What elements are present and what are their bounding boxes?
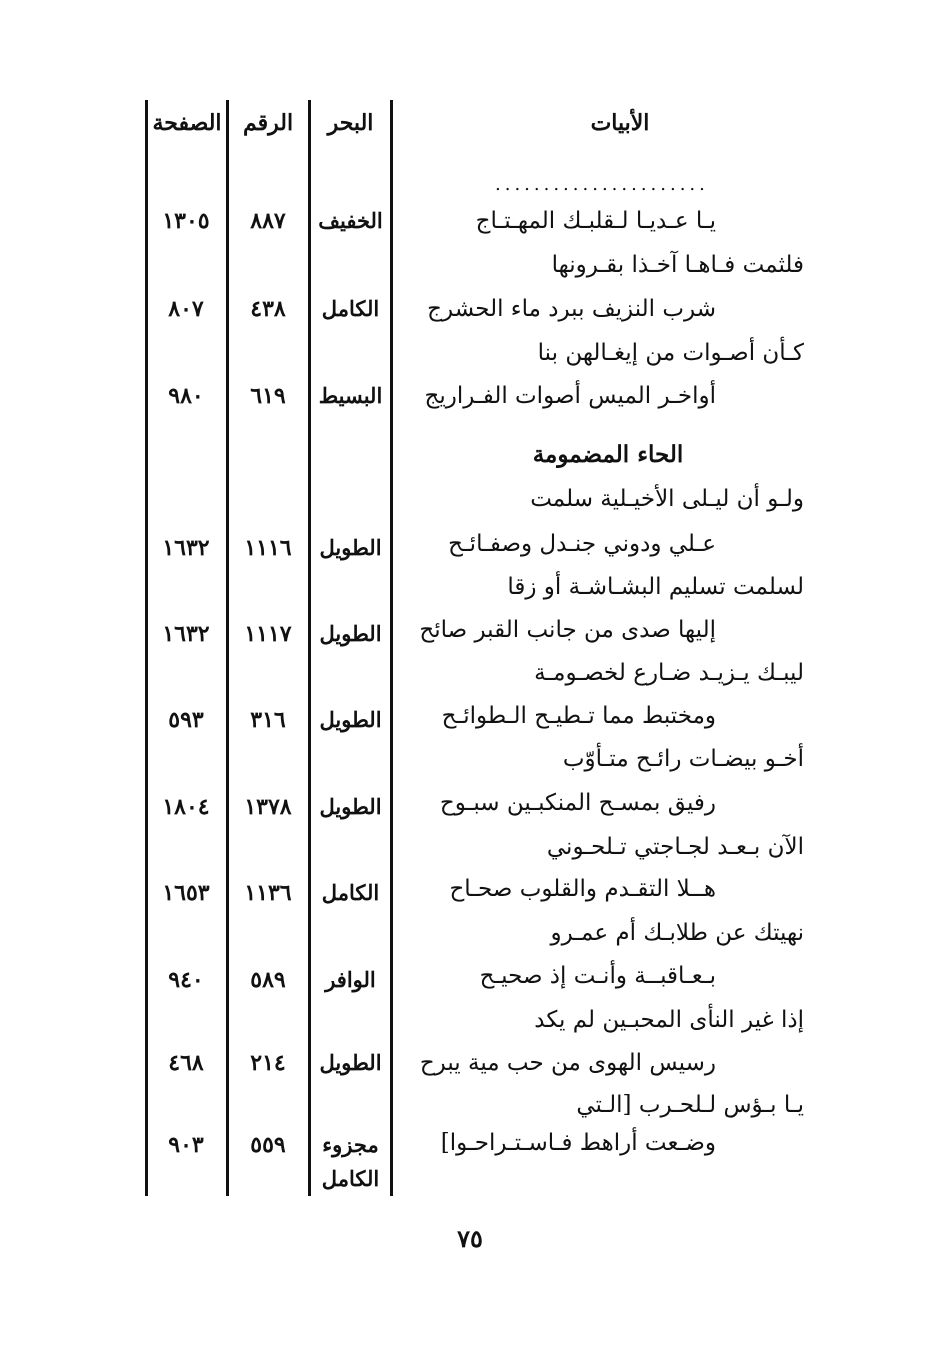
column-divider	[390, 100, 393, 1196]
header-verses: الأبيات	[590, 110, 650, 136]
page-cell: ١٦٣٢	[162, 535, 210, 561]
verse-line: كـأن أصـوات من إيغـالهن بنا	[537, 340, 804, 366]
leader-dots: ......................	[495, 174, 709, 195]
verse-line: الآن بـعـد لجـاجتي تـلحـوني	[546, 834, 804, 860]
number-cell: ١١١٦	[244, 535, 292, 561]
verse-line: بـعـاقبــة وأنـت إذ صحيـح	[479, 963, 716, 989]
header-number: الرقم	[242, 110, 294, 136]
number-cell: ١١١٧	[244, 621, 292, 647]
section-title: الحاء المضمومة	[532, 441, 684, 468]
verse-line: ليبـك يـزيـد ضـارع لخصـومـة	[534, 660, 804, 686]
verse-line: وضـعت أراهط فـاسـتـراحـوا]	[440, 1130, 716, 1156]
meter-cell: الطويل	[319, 621, 382, 646]
page-cell: ٩٨٠	[168, 383, 204, 409]
verse-line: لسلمت تسليم البشـاشـة أو زقا	[507, 574, 804, 600]
page-number: ٧٥	[457, 1224, 483, 1253]
verse-line: فلثمت فـاهـا آخـذا بقـرونها	[551, 252, 804, 278]
number-cell: ٨٨٧	[250, 208, 286, 234]
number-cell: ٣١٦	[250, 707, 286, 733]
page-cell: ١٣٠٥	[162, 208, 210, 234]
meter-cell-continued: الكامل	[321, 1166, 380, 1191]
column-divider	[226, 100, 229, 1196]
verse-line: عـلي ودوني جنـدل وصفـائـح	[448, 531, 716, 557]
meter-cell: الطويل	[319, 794, 382, 819]
verse-line: هــلا التقـدم والقلوب صحـاح	[449, 876, 716, 902]
number-cell: ٤٣٨	[250, 296, 286, 322]
meter-cell: الوافر	[325, 967, 376, 992]
verse-line: إليها صدى من جانب القبر صائح	[419, 617, 716, 643]
meter-cell: الطويل	[319, 1050, 382, 1075]
header-page: الصفحة	[152, 110, 222, 136]
verse-line: أخـو بيضـات رائـح متـأوّب	[562, 746, 804, 772]
page-cell: ١٨٠٤	[162, 794, 210, 820]
meter-cell: الكامل	[321, 880, 380, 905]
verse-line: رفيق بمسـح المنكبـين سبـوح	[439, 790, 716, 816]
meter-cell: الطويل	[319, 535, 382, 560]
verse-line: ولـو أن ليـلى الأخيـلية سلمت	[530, 486, 804, 512]
number-cell: ١١٣٦	[244, 880, 292, 906]
number-cell: ٥٨٩	[250, 967, 286, 993]
meter-cell: الكامل	[321, 296, 380, 321]
column-divider	[308, 100, 311, 1196]
verse-line: رسيس الهوى من حب مية يبرح	[419, 1050, 716, 1076]
meter-cell: الخفيف	[318, 208, 383, 233]
number-cell: ٥٥٩	[250, 1132, 286, 1158]
page-cell: ٨٠٧	[168, 296, 204, 322]
page-cell: ٩٤٠	[168, 967, 204, 993]
number-cell: ١٣٧٨	[244, 794, 292, 820]
meter-cell: مجزوء	[322, 1132, 379, 1157]
page-cell: ١٦٣٢	[162, 621, 210, 647]
page-cell: ٤٦٨	[168, 1050, 204, 1076]
number-cell: ٢١٤	[250, 1050, 286, 1076]
page-cell: ٥٩٣	[168, 707, 204, 733]
verse-line: يـا عـديـا لـقلبـك المهـتـاج	[475, 208, 716, 234]
number-cell: ٦١٩	[250, 383, 286, 409]
verse-line: يـا بـؤس لـلحـرب [الـتي	[576, 1092, 804, 1118]
verse-line: إذا غير النأى المحبـين لم يكد	[534, 1007, 804, 1033]
meter-cell: البسيط	[318, 383, 383, 408]
verse-line: ومختبط مما تـطيـح الـطوائـح	[441, 703, 716, 729]
page-cell: ٩٠٣	[168, 1132, 204, 1158]
meter-cell: الطويل	[319, 707, 382, 732]
verse-line: شرب النزيف ببرد ماء الحشرج	[427, 296, 716, 322]
page-cell: ١٦٥٣	[162, 880, 210, 906]
verse-line: نهيتك عن طلابـك أم عمـرو	[550, 920, 804, 946]
header-meter: البحر	[327, 110, 374, 136]
verse-line: أواخـر الميس أصوات الفـراريج	[424, 383, 716, 409]
